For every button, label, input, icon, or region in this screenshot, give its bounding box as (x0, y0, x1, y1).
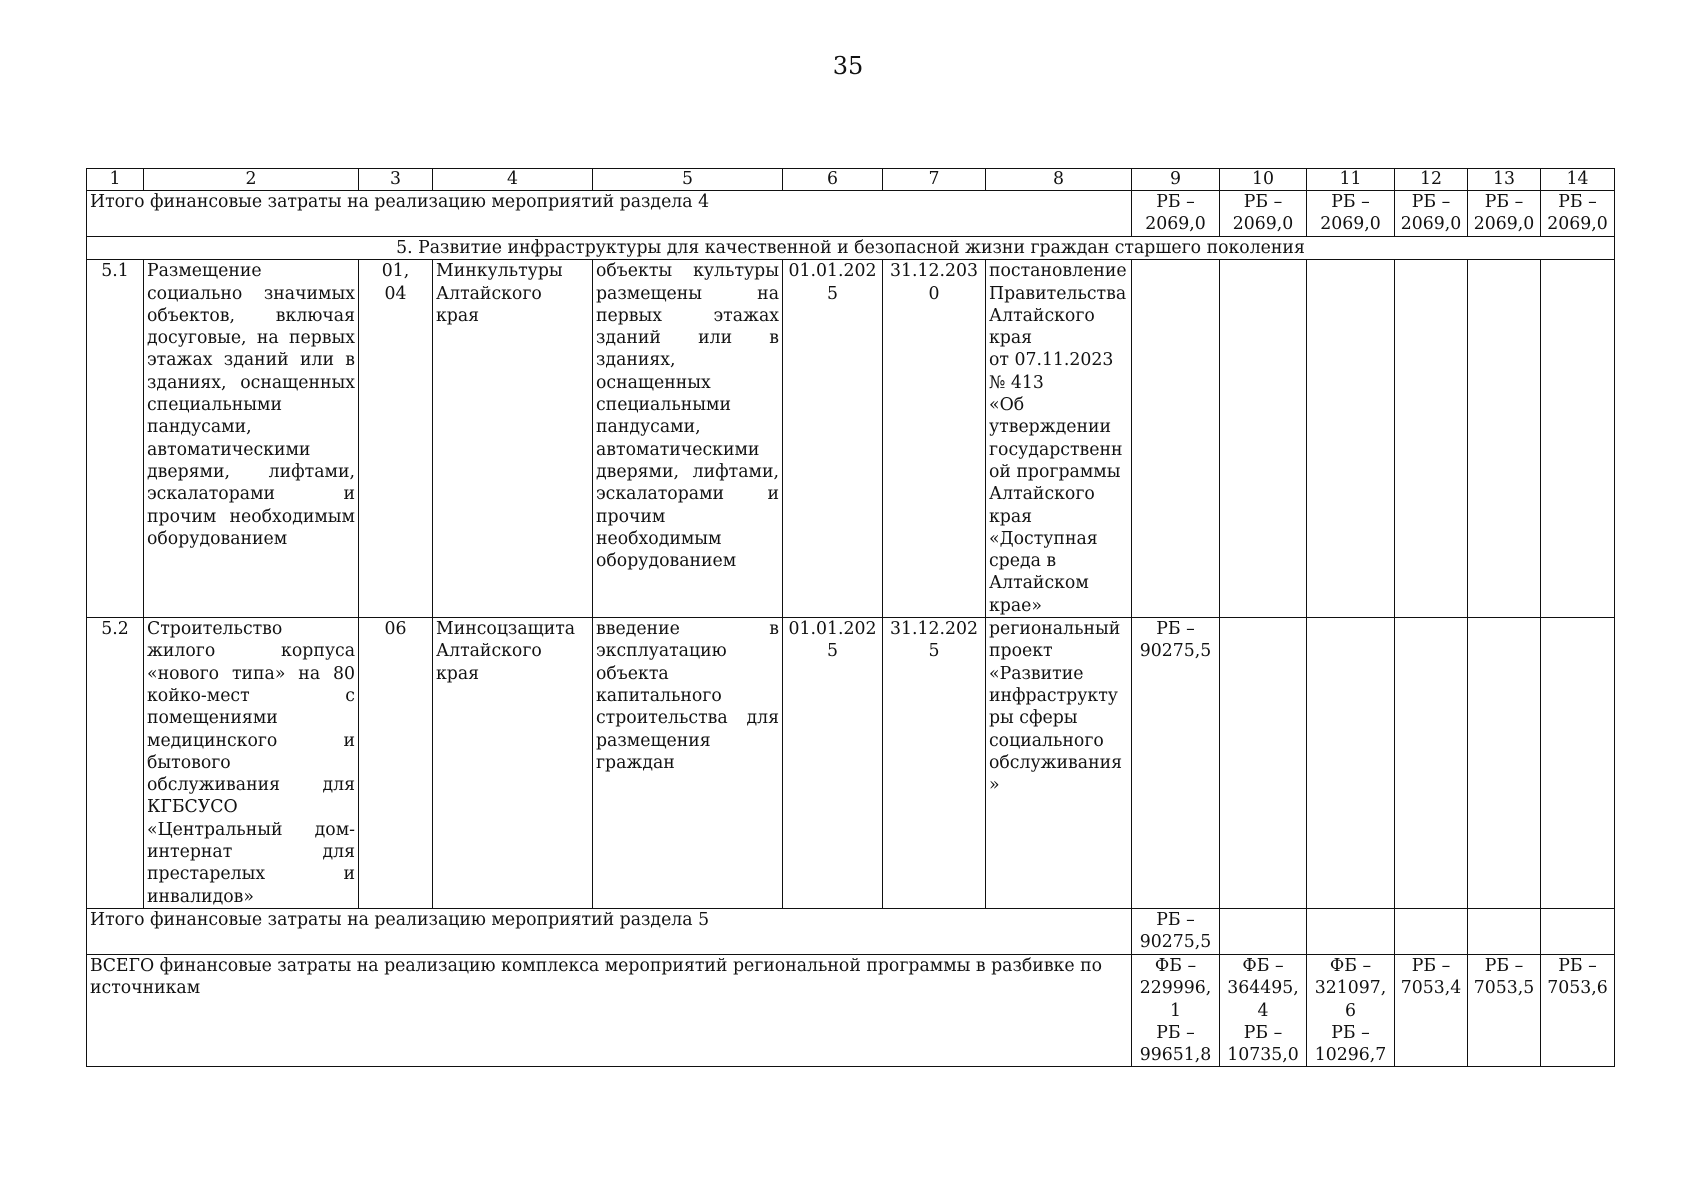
section-4-total-label: Итого финансовые затраты на реализацию мероприятий раздела 4 (87, 191, 1132, 237)
measure-start-date: 01.01.2025 (783, 618, 883, 909)
empty-cell (1468, 618, 1541, 909)
measure-row-5-1 (87, 260, 1615, 618)
empty-cell (1220, 908, 1307, 954)
section-5-heading: 5. Развитие инфраструктуры для качественной и безопасной жизни граждан старшего поколения (87, 237, 1615, 260)
section-4-total-value: РБ – 2069,0 (1395, 191, 1468, 237)
column-number: 3 (359, 169, 433, 191)
column-number: 9 (1132, 169, 1220, 191)
empty-cell (1541, 618, 1615, 909)
column-number: 5 (593, 169, 783, 191)
empty-cell (1132, 260, 1220, 618)
grand-total-value: ФБ – 229996,1 РБ – 99651,8 (1132, 954, 1220, 1066)
measure-code: 01, 04 (359, 260, 433, 618)
section-4-total-row (87, 191, 1615, 237)
section-5-header-row (87, 237, 1615, 260)
measure-result: введение в эксплуатацию объекта капитального строительства для размещения граждан (593, 618, 783, 909)
grand-total-value: ФБ – 321097,6 РБ – 10296,7 (1307, 954, 1395, 1066)
column-number: 2 (144, 169, 359, 191)
empty-cell (1468, 260, 1541, 618)
column-number: 1 (87, 169, 144, 191)
measure-basis: региональный проект «Развитие инфраструктуры сферы социального обслуживания» (986, 618, 1132, 909)
grand-total-value: ФБ – 364495,4 РБ – 10735,0 (1220, 954, 1307, 1066)
section-5-total-value: РБ – 90275,5 (1132, 908, 1220, 954)
empty-cell (1220, 618, 1307, 909)
measure-end-date: 31.12.2025 (883, 618, 986, 909)
section-5-total-label: Итого финансовые затраты на реализацию мероприятий раздела 5 (87, 908, 1132, 954)
empty-cell (1395, 618, 1468, 909)
empty-cell (1541, 260, 1615, 618)
measure-basis: постановление Правительства Алтайского края от 07.11.2023 № 413 «Об утверждении государственной программы Алтайского края «Доступная среда в Алтайском крае» (986, 260, 1132, 618)
page-number: 35 (832, 52, 864, 80)
program-table (86, 168, 1615, 1067)
empty-cell (1395, 260, 1468, 618)
column-number: 6 (783, 169, 883, 191)
measure-executor: Минкультуры Алтайского края (433, 260, 593, 618)
grand-total-row (87, 954, 1615, 1066)
column-number: 11 (1307, 169, 1395, 191)
measure-row-5-2 (87, 618, 1615, 909)
measure-name: Размещение социально значимых объектов, включая досуговые, на первых этажах зданий или в зданиях, оснащенных специальными пандусами, автоматическими дверями, лифтами, эскалаторами и прочим необходимым оборудованием (144, 260, 359, 618)
measure-name: Строительство жилого корпуса «нового типа» на 80 койко-мест с помещениями медицинского и бытового обслуживания для КГБСУСО «Центральный дом-интернат для престарелых и инвалидов» (144, 618, 359, 909)
empty-cell (1468, 908, 1541, 954)
grand-total-value: РБ – 7053,4 (1395, 954, 1468, 1066)
empty-cell (1307, 260, 1395, 618)
grand-total-value: РБ – 7053,6 (1541, 954, 1615, 1066)
column-number: 8 (986, 169, 1132, 191)
measure-start-date: 01.01.2025 (783, 260, 883, 618)
column-number: 14 (1541, 169, 1615, 191)
grand-total-value: РБ – 7053,5 (1468, 954, 1541, 1066)
empty-cell (1307, 618, 1395, 909)
section-4-total-value: РБ – 2069,0 (1541, 191, 1615, 237)
column-number: 13 (1468, 169, 1541, 191)
section-4-total-value: РБ – 2069,0 (1132, 191, 1220, 237)
measure-number: 5.1 (87, 260, 144, 618)
column-number: 7 (883, 169, 986, 191)
empty-cell (1307, 908, 1395, 954)
measure-number: 5.2 (87, 618, 144, 909)
grand-total-label: ВСЕГО финансовые затраты на реализацию комплекса мероприятий региональной программы в разбивке по источникам (87, 954, 1132, 1066)
measure-code: 06 (359, 618, 433, 909)
column-number: 4 (433, 169, 593, 191)
empty-cell (1395, 908, 1468, 954)
section-4-total-value: РБ – 2069,0 (1307, 191, 1395, 237)
section-5-total-row (87, 908, 1615, 954)
section-4-total-value: РБ – 2069,0 (1220, 191, 1307, 237)
column-number: 12 (1395, 169, 1468, 191)
measure-result: объекты культуры размещены на первых этажах зданий или в зданиях, оснащенных специальными пандусами, автоматическими дверями, лифтами, эскалаторами и прочим необходимым оборудованием (593, 260, 783, 618)
empty-cell (1220, 260, 1307, 618)
measure-funding-value: РБ – 90275,5 (1132, 618, 1220, 909)
measure-end-date: 31.12.2030 (883, 260, 986, 618)
empty-cell (1541, 908, 1615, 954)
measure-executor: Минсоцзащита Алтайского края (433, 618, 593, 909)
column-number: 10 (1220, 169, 1307, 191)
section-4-total-value: РБ – 2069,0 (1468, 191, 1541, 237)
column-number-row (87, 169, 1615, 191)
